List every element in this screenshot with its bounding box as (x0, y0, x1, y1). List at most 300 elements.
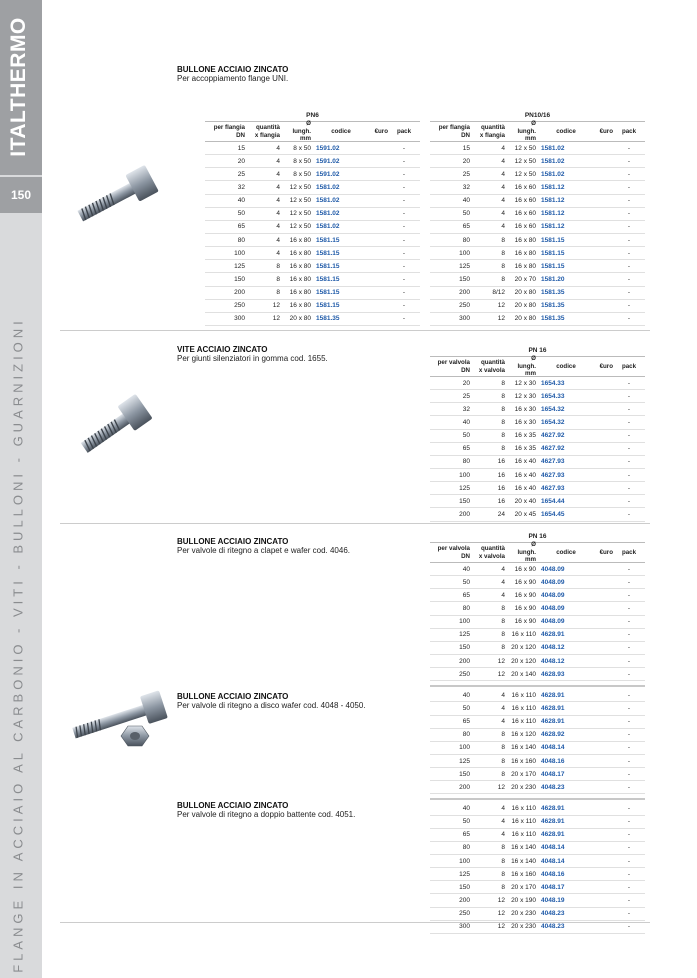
table-header: per flangia DN quantità x flangia Ø lungh. mm codice €uro pack (430, 122, 645, 142)
dn-cell: 65 (462, 718, 470, 726)
size-cell: 16 x 80 (514, 249, 536, 257)
table-row (205, 208, 420, 221)
code-cell: 4627.92 (541, 445, 565, 453)
dn-cell: 25 (462, 392, 470, 400)
dn-cell: 80 (462, 844, 470, 852)
table-row (430, 416, 645, 429)
size-cell: 16 x 60 (514, 223, 536, 231)
size-cell: 20 x 120 (511, 644, 536, 652)
dn-cell: 150 (459, 497, 470, 505)
qty-cell: 4 (501, 223, 505, 231)
section-subtitle: Per valvole di ritegno a doppio battente cod. 4051. (177, 810, 356, 819)
qty-cell: 8/12 (492, 289, 505, 297)
pack-cell: - (627, 471, 631, 479)
dn-cell: 40 (462, 804, 470, 812)
code-cell: 1581.15 (316, 275, 340, 283)
section-subtitle: Per accoppiamento flange UNI. (177, 74, 289, 83)
code-cell: 1581.02 (316, 183, 340, 191)
size-cell: 16 x 110 (511, 804, 536, 812)
qty-cell: 12 (497, 670, 505, 678)
table-row (430, 829, 645, 842)
section-title: VITE ACCIAIO ZINCATO (177, 345, 268, 354)
section-subtitle: Per valvole di ritegno a disco wafer cod. 4048 - 4050. (177, 701, 366, 710)
qty-cell: 8 (276, 262, 280, 270)
code-cell: 4628.93 (541, 670, 565, 678)
pack-cell: - (402, 183, 406, 191)
qty-cell: 8 (501, 236, 505, 244)
code-cell: 1581.12 (541, 223, 565, 231)
code-cell: 1654.32 (541, 418, 565, 426)
pack-cell: - (627, 275, 631, 283)
size-cell: 20 x 40 (514, 497, 536, 505)
qty-cell: 4 (276, 236, 280, 244)
code-cell: 1581.15 (316, 249, 340, 257)
dn-cell: 250 (234, 302, 245, 310)
table-row (430, 495, 645, 508)
dn-cell: 200 (459, 783, 470, 791)
qty-cell: 8 (501, 731, 505, 739)
table-row (430, 181, 645, 194)
code-cell: 1654.44 (541, 497, 565, 505)
qty-cell: 8 (276, 289, 280, 297)
table-row (430, 742, 645, 755)
table-row (430, 260, 645, 273)
size-cell: 16 x 60 (514, 210, 536, 218)
group-separator (430, 798, 645, 800)
dn-cell: 40 (237, 197, 245, 205)
pressure-label: PN 16 (430, 346, 645, 357)
dn-cell: 15 (237, 144, 245, 152)
pack-cell: - (627, 804, 631, 812)
dn-cell: 150 (234, 275, 245, 283)
code-cell: 1581.02 (541, 170, 565, 178)
pack-cell: - (627, 458, 631, 466)
qty-cell: 4 (501, 197, 505, 205)
code-cell: 4627.93 (541, 471, 565, 479)
dn-cell: 200 (459, 289, 470, 297)
pack-cell: - (627, 644, 631, 652)
pack-cell: - (402, 144, 406, 152)
dn-cell: 32 (462, 405, 470, 413)
dn-cell: 65 (237, 223, 245, 231)
table-row (205, 247, 420, 260)
size-cell: 12 x 50 (289, 197, 311, 205)
size-cell: 20 x 140 (511, 670, 536, 678)
size-cell: 16 x 40 (514, 471, 536, 479)
qty-cell: 8 (501, 844, 505, 852)
code-cell: 4048.09 (541, 578, 565, 586)
pack-cell: - (627, 870, 631, 878)
size-cell: 16 x 110 (511, 631, 536, 639)
pack-cell: - (627, 289, 631, 297)
table-row (430, 668, 645, 681)
dn-cell: 125 (234, 262, 245, 270)
table-row (430, 443, 645, 456)
table-row (430, 855, 645, 868)
qty-cell: 8 (501, 249, 505, 257)
code-cell: 4628.91 (541, 831, 565, 839)
size-cell: 12 x 50 (289, 223, 311, 231)
table-row (430, 868, 645, 881)
qty-cell: 8 (501, 770, 505, 778)
code-cell: 4048.09 (541, 618, 565, 626)
qty-cell: 8 (501, 418, 505, 426)
code-cell: 4048.14 (541, 844, 565, 852)
qty-cell: 8 (501, 392, 505, 400)
pack-cell: - (627, 831, 631, 839)
qty-cell: 8 (501, 445, 505, 453)
dn-cell: 100 (459, 249, 470, 257)
qty-cell: 4 (501, 818, 505, 826)
bolt-nut-image (66, 690, 174, 754)
table-row (430, 208, 645, 221)
size-cell: 16 x 110 (511, 718, 536, 726)
code-cell: 4048.17 (541, 770, 565, 778)
table-pn16-screws (430, 346, 645, 522)
pack-cell: - (627, 618, 631, 626)
dn-cell: 65 (462, 831, 470, 839)
table-row (430, 908, 645, 921)
qty-cell: 4 (501, 691, 505, 699)
size-cell: 16 x 110 (511, 831, 536, 839)
size-cell: 20 x 170 (511, 770, 536, 778)
table-row (430, 589, 645, 602)
pack-cell: - (627, 497, 631, 505)
pack-cell: - (627, 704, 631, 712)
code-cell: 1581.15 (316, 236, 340, 244)
table-header: per valvola DN quantità x valvola Ø lungh. mm codice €uro pack (430, 543, 645, 563)
code-cell: 4628.92 (541, 731, 565, 739)
brand-block (0, 0, 42, 175)
dn-cell: 50 (462, 818, 470, 826)
qty-cell: 12 (497, 302, 505, 310)
pack-cell: - (627, 657, 631, 665)
section-title: BULLONE ACCIAIO ZINCATO (177, 801, 289, 810)
size-cell: 16 x 120 (511, 731, 536, 739)
code-cell: 4627.93 (541, 484, 565, 492)
size-cell: 16 x 80 (514, 262, 536, 270)
table-row (430, 300, 645, 313)
code-cell: 4048.14 (541, 857, 565, 865)
dn-cell: 300 (459, 315, 470, 323)
dn-cell: 150 (459, 644, 470, 652)
pack-cell: - (627, 183, 631, 191)
dn-cell: 100 (459, 618, 470, 626)
size-cell: 20 x 80 (514, 315, 536, 323)
qty-cell: 4 (501, 704, 505, 712)
pack-cell: - (627, 731, 631, 739)
dn-cell: 150 (459, 883, 470, 891)
dn-cell: 200 (234, 289, 245, 297)
qty-cell: 8 (501, 644, 505, 652)
pack-cell: - (402, 236, 406, 244)
size-cell: 8 x 50 (293, 144, 311, 152)
code-cell: 1581.20 (541, 275, 565, 283)
qty-cell: 4 (276, 210, 280, 218)
table-row (430, 390, 645, 403)
size-cell: 8 x 50 (293, 170, 311, 178)
table-row (430, 702, 645, 715)
size-cell: 16 x 60 (514, 183, 536, 191)
code-cell: 1654.32 (541, 405, 565, 413)
dn-cell: 40 (462, 691, 470, 699)
table-row (205, 155, 420, 168)
pack-cell: - (627, 144, 631, 152)
dn-cell: 40 (462, 197, 470, 205)
dn-cell: 65 (462, 223, 470, 231)
code-cell: 4628.91 (541, 804, 565, 812)
size-cell: 16 x 30 (514, 418, 536, 426)
qty-cell: 12 (272, 315, 280, 323)
dn-cell: 25 (462, 170, 470, 178)
dn-cell: 125 (459, 262, 470, 270)
code-cell: 4048.12 (541, 657, 565, 665)
pack-cell: - (627, 857, 631, 865)
qty-cell: 12 (497, 910, 505, 918)
qty-cell: 16 (497, 458, 505, 466)
code-cell: 4048.09 (541, 565, 565, 573)
table-row (205, 181, 420, 194)
pack-cell: - (402, 275, 406, 283)
table-row (430, 716, 645, 729)
qty-cell: 8 (501, 604, 505, 612)
code-cell: 1654.33 (541, 392, 565, 400)
qty-cell: 4 (501, 591, 505, 599)
pack-cell: - (627, 757, 631, 765)
size-cell: 16 x 160 (511, 870, 536, 878)
qty-cell: 4 (501, 144, 505, 152)
pack-cell: - (627, 223, 631, 231)
code-cell: 1581.12 (541, 210, 565, 218)
table-row (205, 300, 420, 313)
qty-cell: 4 (276, 170, 280, 178)
table-row (430, 921, 645, 934)
pack-cell: - (627, 670, 631, 678)
size-cell: 16 x 60 (514, 197, 536, 205)
qty-cell: 8 (501, 757, 505, 765)
code-cell: 1581.15 (541, 249, 565, 257)
code-cell: 4048.16 (541, 870, 565, 878)
pack-cell: - (402, 302, 406, 310)
pack-cell: - (402, 197, 406, 205)
table-row (430, 689, 645, 702)
qty-cell: 12 (497, 783, 505, 791)
size-cell: 16 x 90 (514, 565, 536, 573)
qty-cell: 24 (497, 510, 505, 518)
size-cell: 20 x 230 (511, 910, 536, 918)
qty-cell: 8 (501, 618, 505, 626)
dn-cell: 65 (462, 445, 470, 453)
table-row (430, 563, 645, 576)
size-cell: 16 x 80 (289, 289, 311, 297)
qty-cell: 4 (276, 223, 280, 231)
qty-cell: 4 (501, 804, 505, 812)
pack-cell: - (627, 883, 631, 891)
qty-cell: 4 (501, 831, 505, 839)
size-cell: 8 x 50 (293, 157, 311, 165)
code-cell: 4048.17 (541, 883, 565, 891)
table-row (430, 155, 645, 168)
dn-cell: 50 (462, 578, 470, 586)
size-cell: 16 x 80 (289, 302, 311, 310)
qty-cell: 12 (497, 896, 505, 904)
qty-cell: 16 (497, 497, 505, 505)
pack-cell: - (402, 157, 406, 165)
dn-cell: 100 (459, 744, 470, 752)
qty-cell: 4 (501, 157, 505, 165)
table-row (430, 273, 645, 286)
pack-cell: - (627, 197, 631, 205)
pack-cell: - (627, 484, 631, 492)
table-row (430, 247, 645, 260)
table-row (205, 168, 420, 181)
table-row (430, 469, 645, 482)
code-cell: 4048.23 (541, 910, 565, 918)
table-row (430, 403, 645, 416)
dn-cell: 50 (462, 432, 470, 440)
section-title: BULLONE ACCIAIO ZINCATO (177, 65, 289, 74)
code-cell: 4048.19 (541, 896, 565, 904)
table-row (430, 456, 645, 469)
code-cell: 4048.09 (541, 604, 565, 612)
table-row (430, 221, 645, 234)
sidebar (0, 0, 42, 978)
pack-cell: - (627, 170, 631, 178)
dn-cell: 65 (462, 591, 470, 599)
pack-cell: - (627, 896, 631, 904)
table-row (430, 313, 645, 326)
pack-cell: - (627, 405, 631, 413)
pack-cell: - (402, 223, 406, 231)
size-cell: 16 x 110 (511, 691, 536, 699)
table-row (430, 430, 645, 443)
pack-cell: - (627, 578, 631, 586)
pack-cell: - (627, 157, 631, 165)
code-cell: 1581.02 (316, 197, 340, 205)
pack-cell: - (627, 510, 631, 518)
dn-cell: 125 (459, 870, 470, 878)
size-cell: 20 x 80 (289, 315, 311, 323)
qty-cell: 4 (501, 210, 505, 218)
pack-cell: - (627, 744, 631, 752)
size-cell: 16 x 40 (514, 458, 536, 466)
pack-cell: - (402, 170, 406, 178)
pack-cell: - (627, 691, 631, 699)
code-cell: 1654.45 (541, 510, 565, 518)
pack-cell: - (402, 289, 406, 297)
size-cell: 12 x 50 (289, 210, 311, 218)
qty-cell: 12 (497, 657, 505, 665)
table-row (430, 781, 645, 794)
table-row (430, 377, 645, 390)
dn-cell: 20 (462, 379, 470, 387)
page-number: 150 (0, 177, 42, 213)
table-row (205, 221, 420, 234)
qty-cell: 8 (501, 405, 505, 413)
dn-cell: 150 (459, 770, 470, 778)
size-cell: 16 x 80 (514, 236, 536, 244)
table-row (430, 768, 645, 781)
code-cell: 4628.91 (541, 718, 565, 726)
size-cell: 20 x 80 (514, 302, 536, 310)
size-cell: 16 x 160 (511, 757, 536, 765)
code-cell: 1581.35 (316, 315, 340, 323)
category-title: FLANGE IN ACCIAIO AL CARBONIO - VITI - BULLONI - GUARNIZIONI (10, 317, 26, 973)
size-cell: 16 x 90 (514, 591, 536, 599)
qty-cell: 4 (276, 144, 280, 152)
size-cell: 16 x 90 (514, 604, 536, 612)
size-cell: 12 x 50 (514, 144, 536, 152)
dn-cell: 125 (459, 757, 470, 765)
table-row (430, 508, 645, 521)
table-row (430, 629, 645, 642)
dn-cell: 32 (237, 183, 245, 191)
pack-cell: - (627, 923, 631, 931)
table-header: per flangia DN quantità x flangia Ø lungh. mm codice €uro pack (205, 122, 420, 142)
table-row (430, 894, 645, 907)
dn-cell: 125 (459, 631, 470, 639)
table-row (430, 802, 645, 815)
table-row (430, 816, 645, 829)
size-cell: 16 x 80 (289, 262, 311, 270)
qty-cell: 4 (501, 578, 505, 586)
code-cell: 1591.02 (316, 170, 340, 178)
dn-cell: 25 (237, 170, 245, 178)
qty-cell: 12 (497, 923, 505, 931)
dn-cell: 80 (462, 236, 470, 244)
size-cell: 12 x 30 (514, 392, 536, 400)
qty-cell: 12 (272, 302, 280, 310)
code-cell: 1581.12 (541, 197, 565, 205)
section-subtitle: Per valvole di ritegno a clapet e wafer cod. 4046. (177, 546, 350, 555)
pressure-label: PN10/16 (430, 111, 645, 122)
qty-cell: 16 (497, 471, 505, 479)
code-cell: 1581.12 (541, 183, 565, 191)
table-pn10-16 (430, 111, 645, 326)
dn-cell: 80 (237, 236, 245, 244)
qty-cell: 16 (497, 484, 505, 492)
pack-cell: - (627, 392, 631, 400)
size-cell: 16 x 35 (514, 445, 536, 453)
pack-cell: - (627, 432, 631, 440)
dn-cell: 300 (459, 923, 470, 931)
code-cell: 4628.91 (541, 691, 565, 699)
pack-cell: - (402, 315, 406, 323)
qty-cell: 4 (276, 183, 280, 191)
qty-cell: 8 (276, 275, 280, 283)
size-cell: 20 x 230 (511, 783, 536, 791)
table-row (205, 313, 420, 326)
size-cell: 16 x 80 (289, 249, 311, 257)
table-row (205, 273, 420, 286)
qty-cell: 8 (501, 857, 505, 865)
size-cell: 16 x 35 (514, 432, 536, 440)
qty-cell: 4 (276, 157, 280, 165)
screw-image (72, 390, 162, 460)
qty-cell: 4 (501, 565, 505, 573)
dn-cell: 80 (462, 604, 470, 612)
table-row (430, 287, 645, 300)
qty-cell: 8 (501, 870, 505, 878)
dn-cell: 125 (459, 484, 470, 492)
bolt-image (70, 160, 170, 230)
pack-cell: - (627, 818, 631, 826)
dn-cell: 40 (462, 418, 470, 426)
pack-cell: - (627, 445, 631, 453)
dn-cell: 200 (459, 510, 470, 518)
pack-cell: - (627, 302, 631, 310)
size-cell: 20 x 230 (511, 923, 536, 931)
